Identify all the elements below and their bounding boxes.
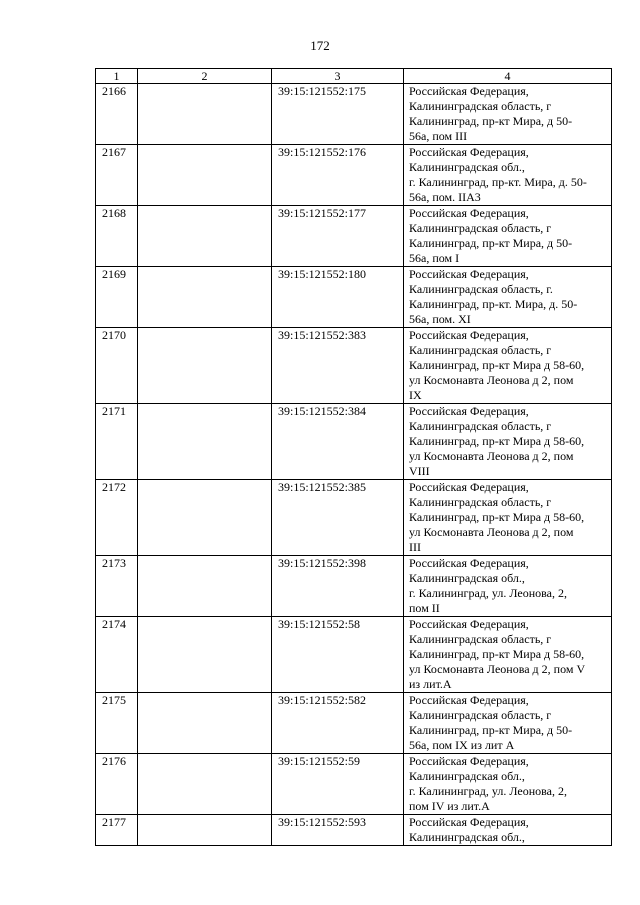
address-cell-text: Российская Федерация, Калининградская область, г Калининград, пр-кт Мира д 58-60, ул Космонавта Леонова д 2, пом V из лит.А: [409, 617, 586, 691]
address-cell: [404, 404, 612, 480]
cadastral-number-cell-text: 39:15:121552:58: [278, 617, 361, 631]
column-header-4: 4: [404, 69, 612, 84]
cadastral-number-cell: [272, 480, 404, 556]
row-number-cell: [96, 404, 138, 480]
row-number-cell: [96, 617, 138, 693]
row-number-cell-text: 2168: [102, 206, 126, 220]
address-cell-text: Российская Федерация, Калининградская область, г Калининград, пр-кт Мира, д 50- 56а, пом IX из лит А: [409, 693, 573, 752]
row-column2-cell: [138, 617, 272, 693]
table-row: [96, 693, 612, 754]
row-number-cell: [96, 206, 138, 267]
row-column2-cell: [138, 815, 272, 846]
cadastral-number-cell-text: 39:15:121552:175: [278, 84, 367, 98]
table-row: [96, 556, 612, 617]
row-number-cell-text: 2173: [102, 556, 126, 570]
cadastral-number-cell: [272, 328, 404, 404]
address-cell-text: Российская Федерация, Калининградская область, г. Калининград, пр-кт. Мира, д. 50- 56а, пом. XI: [409, 267, 578, 326]
row-column2-cell: [138, 754, 272, 815]
table-row: [96, 206, 612, 267]
cadastral-number-cell-text: 39:15:121552:59: [278, 754, 361, 768]
column-header-1: 1: [96, 69, 138, 84]
table-header-row: [96, 69, 612, 84]
cadastral-number-cell: [272, 206, 404, 267]
address-cell: [404, 206, 612, 267]
row-number-cell-text: 2177: [102, 815, 126, 829]
row-number-cell: [96, 556, 138, 617]
cadastral-number-cell-text: 39:15:121552:180: [278, 267, 367, 281]
address-cell: [404, 480, 612, 556]
table-row: [96, 84, 612, 145]
cadastral-number-cell: [272, 617, 404, 693]
cadastral-number-cell: [272, 693, 404, 754]
cadastral-number-cell: [272, 145, 404, 206]
address-cell-text: Российская Федерация, Калининградская область, г Калининград, пр-кт Мира д 58-60, ул Космонавта Леонова д 2, пом IX: [409, 328, 585, 402]
row-column2-cell: [138, 693, 272, 754]
cadastral-number-cell: [272, 404, 404, 480]
address-cell-text: Российская Федерация, Калининградская обл., г. Калининград, ул. Леонова, 2, пом IV из лит.А: [409, 754, 567, 813]
address-cell: [404, 328, 612, 404]
address-cell: [404, 145, 612, 206]
table-row: [96, 328, 612, 404]
row-number-cell: [96, 145, 138, 206]
row-number-cell-text: 2171: [102, 404, 126, 418]
row-column2-cell: [138, 328, 272, 404]
row-number-cell-text: 2166: [102, 84, 126, 98]
row-column2-cell: [138, 206, 272, 267]
row-number-cell: [96, 267, 138, 328]
row-number-cell: [96, 693, 138, 754]
address-cell-text: Российская Федерация, Калининградская область, г Калининград, пр-кт Мира д 58-60, ул Космонавта Леонова д 2, пом VIII: [409, 404, 585, 478]
row-number-cell: [96, 84, 138, 145]
column-header-3: 3: [272, 69, 404, 84]
row-number-cell-text: 2174: [102, 617, 126, 631]
cadastral-number-cell-text: 39:15:121552:582: [278, 693, 367, 707]
row-number-cell-text: 2170: [102, 328, 126, 342]
cadastral-number-cell-text: 39:15:121552:177: [278, 206, 367, 220]
registry-table: [95, 68, 612, 846]
address-cell-text: Российская Федерация, Калининградская обл.,: [409, 815, 529, 844]
address-cell-text: Российская Федерация, Калининградская область, г Калининград, пр-кт Мира д 58-60, ул Космонавта Леонова д 2, пом III: [409, 480, 585, 554]
row-number-cell-text: 2169: [102, 267, 126, 281]
cadastral-number-cell-text: 39:15:121552:385: [278, 480, 367, 494]
address-cell-text: Российская Федерация, Калининградская область, г Калининград, пр-кт Мира, д 50- 56а, пом III: [409, 84, 573, 143]
cadastral-number-cell: [272, 267, 404, 328]
row-number-cell: [96, 754, 138, 815]
row-column2-cell: [138, 556, 272, 617]
row-number-cell: [96, 480, 138, 556]
cadastral-number-cell-text: 39:15:121552:398: [278, 556, 367, 570]
table-row: [96, 267, 612, 328]
cadastral-number-cell-text: 39:15:121552:176: [278, 145, 367, 159]
column-header-2: 2: [138, 69, 272, 84]
page-number: 172: [310, 38, 330, 53]
address-cell: [404, 84, 612, 145]
cadastral-number-cell: [272, 556, 404, 617]
address-cell: [404, 815, 612, 846]
row-number-cell-text: 2172: [102, 480, 126, 494]
table-row: [96, 145, 612, 206]
table-row: [96, 404, 612, 480]
row-column2-cell: [138, 480, 272, 556]
row-number-cell: [96, 328, 138, 404]
address-cell-text: Российская Федерация, Калининградская область, г Калининград, пр-кт Мира, д 50- 56а, пом I: [409, 206, 573, 265]
cadastral-number-cell: [272, 754, 404, 815]
cadastral-number-cell-text: 39:15:121552:383: [278, 328, 367, 342]
row-number-cell-text: 2167: [102, 145, 126, 159]
row-column2-cell: [138, 267, 272, 328]
table-row: [96, 815, 612, 846]
cadastral-number-cell: [272, 84, 404, 145]
address-cell: [404, 693, 612, 754]
table-row: [96, 754, 612, 815]
address-cell: [404, 754, 612, 815]
address-cell: [404, 617, 612, 693]
address-cell-text: Российская Федерация, Калининградская обл., г. Калининград, ул. Леонова, 2, пом II: [409, 556, 567, 615]
row-number-cell-text: 2176: [102, 754, 126, 768]
table-body: [96, 84, 612, 846]
cadastral-number-cell: [272, 815, 404, 846]
cadastral-number-cell-text: 39:15:121552:593: [278, 815, 367, 829]
row-number-cell-text: 2175: [102, 693, 126, 707]
row-column2-cell: [138, 84, 272, 145]
cadastral-number-cell-text: 39:15:121552:384: [278, 404, 367, 418]
row-number-cell: [96, 815, 138, 846]
address-cell-text: Российская Федерация, Калининградская обл., г. Калининград, пр-кт. Мира, д. 50- 56а, пом. IIА3: [409, 145, 587, 204]
row-column2-cell: [138, 145, 272, 206]
row-column2-cell: [138, 404, 272, 480]
table-row: [96, 480, 612, 556]
table-row: [96, 617, 612, 693]
address-cell: [404, 267, 612, 328]
address-cell: [404, 556, 612, 617]
